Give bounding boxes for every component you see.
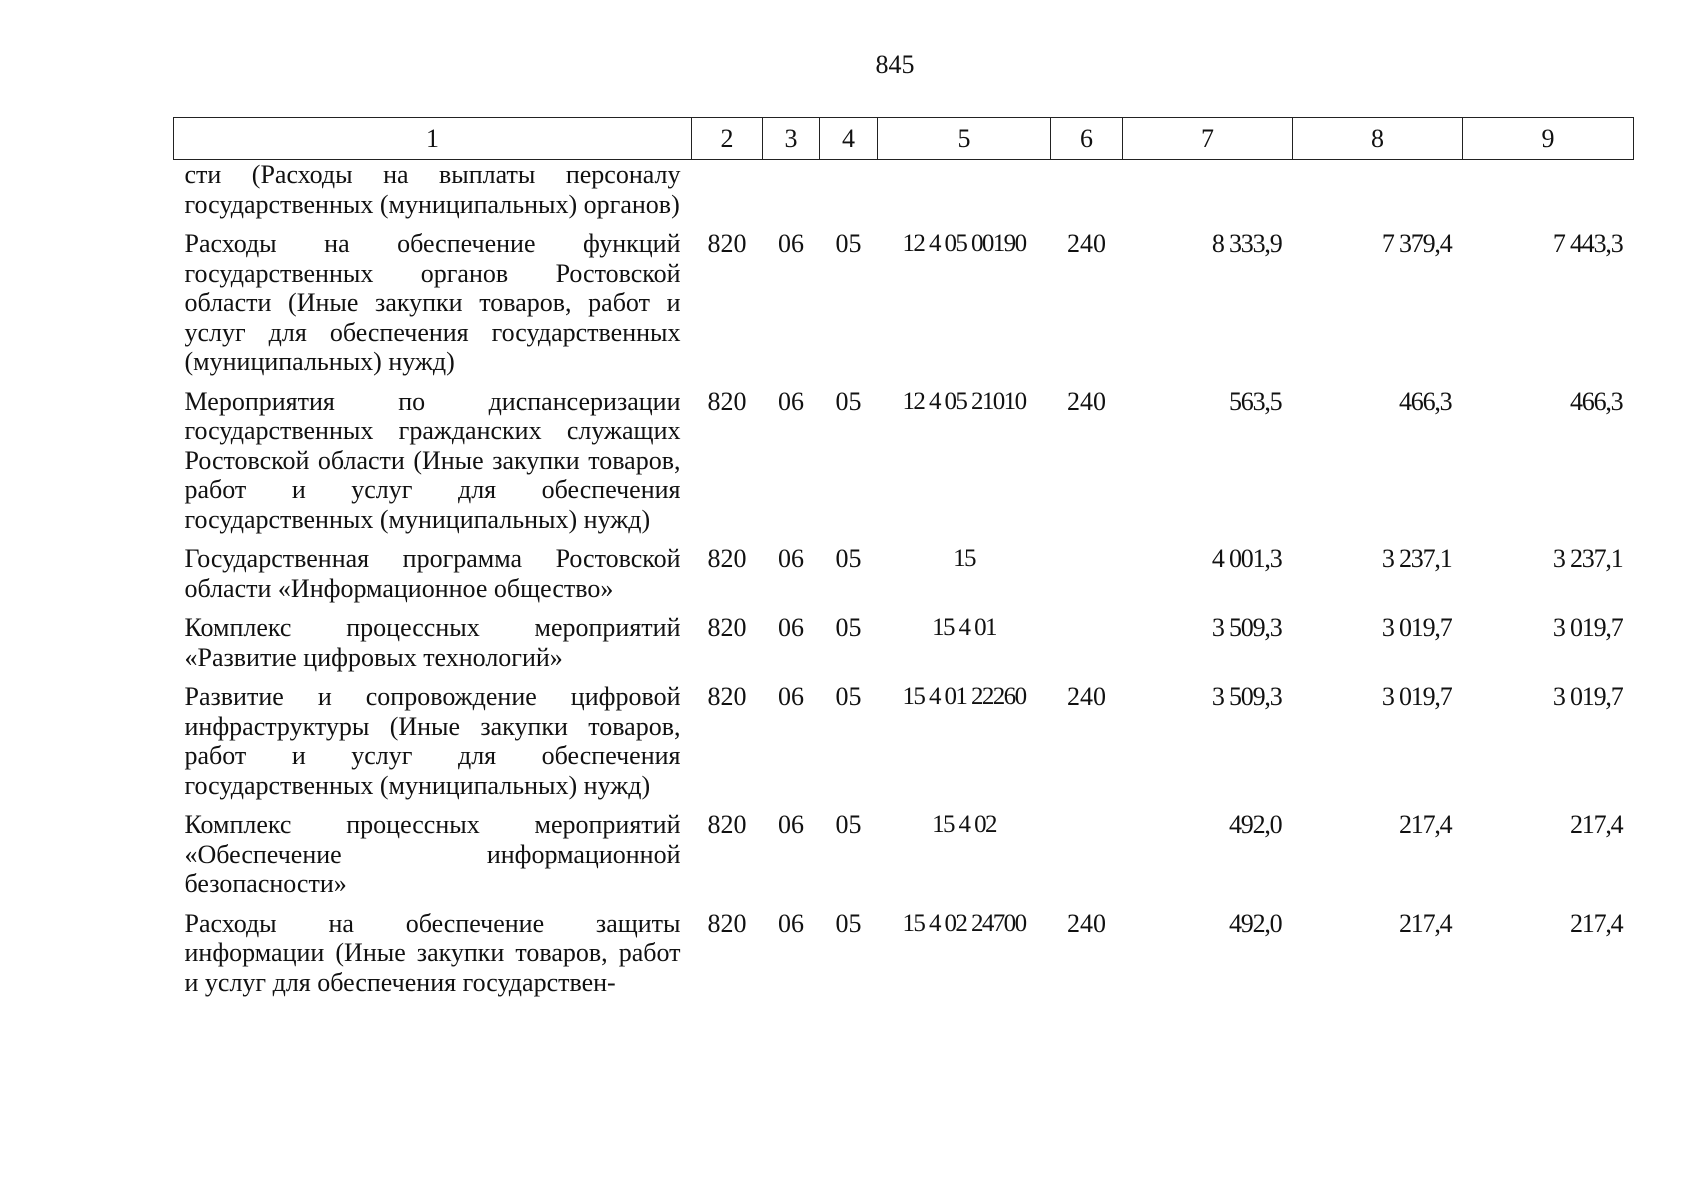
row-pr: 05 [835,544,862,573]
row-amount-col7: 563,5 [1228,386,1282,416]
row-vr: 240 [1067,682,1106,711]
row-vr [1051,160,1123,230]
row-amount-col9: 3 237,1 [1552,544,1623,573]
row-rz: 06 [778,810,804,839]
row-vr: 240 [1067,386,1106,416]
table-row [174,613,1634,682]
row-name: Развитие и сопровождение цифровой инфраструктуры (Иные закупки товаров, работ и услуг для обеспечения государственных (муниципальных) нужд) [184,682,681,800]
row-name: Государственная программа Ростовской области «Информационное общество» [184,544,681,603]
table-row [174,810,1634,909]
table-header-row [174,118,1634,160]
row-csr: 12 4 05 21010 [902,387,1026,415]
row-ved: 820 [707,613,747,642]
budget-table [173,117,1634,1007]
row-amount-col7: 4 001,3 [1211,544,1282,573]
row-csr: 15 4 02 24700 [902,909,1026,937]
row-csr: 12 4 05 00190 [902,230,1026,257]
row-name: Мероприятия по диспансеризации государственных гражданских служащих Ростовской области (Иные закупки товаров, работ и услуг для обеспечения государственных (муниципальных) нужд) [184,386,681,534]
row-csr [878,160,1051,230]
row-amount-col9: 217,4 [1569,810,1623,839]
row-amount-col9: 3 019,7 [1552,613,1623,642]
row-amount-col8: 466,3 [1398,386,1452,416]
row-pr: 05 [835,229,862,258]
row-amount-col9 [1463,160,1634,230]
row-ved: 820 [707,544,747,573]
table-row [174,160,1634,230]
table-row [174,682,1634,810]
row-pr [820,160,878,230]
row-csr: 15 4 01 22260 [902,683,1026,710]
table-row [174,229,1634,387]
row-name: сти (Расходы на выплаты персоналу государственных (муниципальных) органов) [184,160,681,219]
row-vr: 240 [1067,908,1106,938]
page-number: 845 [875,50,915,79]
row-pr: 05 [835,386,862,416]
row-vr: 240 [1067,229,1106,258]
row-amount-col7: 3 509,3 [1211,613,1282,642]
row-csr: 15 4 02 [932,811,996,838]
column-header: 8 [1293,118,1463,160]
table-row [174,387,1634,545]
column-header: 9 [1463,118,1634,160]
column-header: 4 [820,118,878,160]
row-amount-col9: 466,3 [1569,386,1623,416]
row-amount-col7: 3 509,3 [1211,682,1282,711]
row-name: Расходы на обеспечение защиты информации (Иные закупки товаров, работ и услуг для обеспечения государствен- [184,908,681,997]
row-amount-col8: 217,4 [1398,908,1452,938]
row-rz: 06 [778,386,804,416]
row-amount-col7 [1123,160,1293,230]
column-header: 6 [1051,118,1123,160]
row-amount-col9: 3 019,7 [1552,682,1623,711]
row-ved [692,160,763,230]
row-amount-col9: 217,4 [1569,908,1623,938]
row-pr: 05 [835,908,862,938]
column-header: 2 [692,118,763,160]
table-row [174,909,1634,1008]
row-amount-col9: 7 443,3 [1552,229,1623,258]
row-csr: 15 [953,545,975,572]
row-csr: 15 4 01 [932,614,996,641]
row-pr: 05 [835,682,862,711]
row-amount-col8: 217,4 [1398,810,1452,839]
row-vr [1051,810,1123,909]
row-rz [763,160,820,230]
row-name: Расходы на обеспечение функций государственных органов Ростовской области (Иные закупки товаров, работ и услуг для обеспечения государственных (муниципальных) нужд) [184,229,681,376]
row-rz: 06 [778,908,804,938]
column-header: 3 [763,118,820,160]
row-amount-col7: 8 333,9 [1211,229,1282,258]
row-amount-col8: 3 237,1 [1381,544,1452,573]
row-ved: 820 [707,386,747,416]
row-ved: 820 [707,810,747,839]
row-amount-col7: 492,0 [1228,908,1282,938]
row-name: Комплекс процессных мероприятий «Обеспечение информационной безопасности» [184,810,681,898]
row-rz: 06 [778,682,804,711]
row-ved: 820 [707,682,747,711]
row-amount-col8: 7 379,4 [1381,229,1452,258]
row-name: Комплекс процессных мероприятий «Развитие цифровых технологий» [184,613,681,672]
row-amount-col8: 3 019,7 [1381,682,1452,711]
column-header: 1 [174,118,692,160]
row-amount-col7: 492,0 [1228,810,1282,839]
table-row [174,544,1634,613]
row-ved: 820 [707,908,747,938]
row-pr: 05 [835,613,862,642]
row-vr [1051,613,1123,682]
row-pr: 05 [835,810,862,839]
row-amount-col8: 3 019,7 [1381,613,1452,642]
column-header: 5 [878,118,1051,160]
row-rz: 06 [778,544,804,573]
column-header: 7 [1123,118,1293,160]
row-rz: 06 [778,613,804,642]
row-amount-col8 [1293,160,1463,230]
row-rz: 06 [778,229,804,258]
row-vr [1051,544,1123,613]
row-ved: 820 [707,229,747,258]
